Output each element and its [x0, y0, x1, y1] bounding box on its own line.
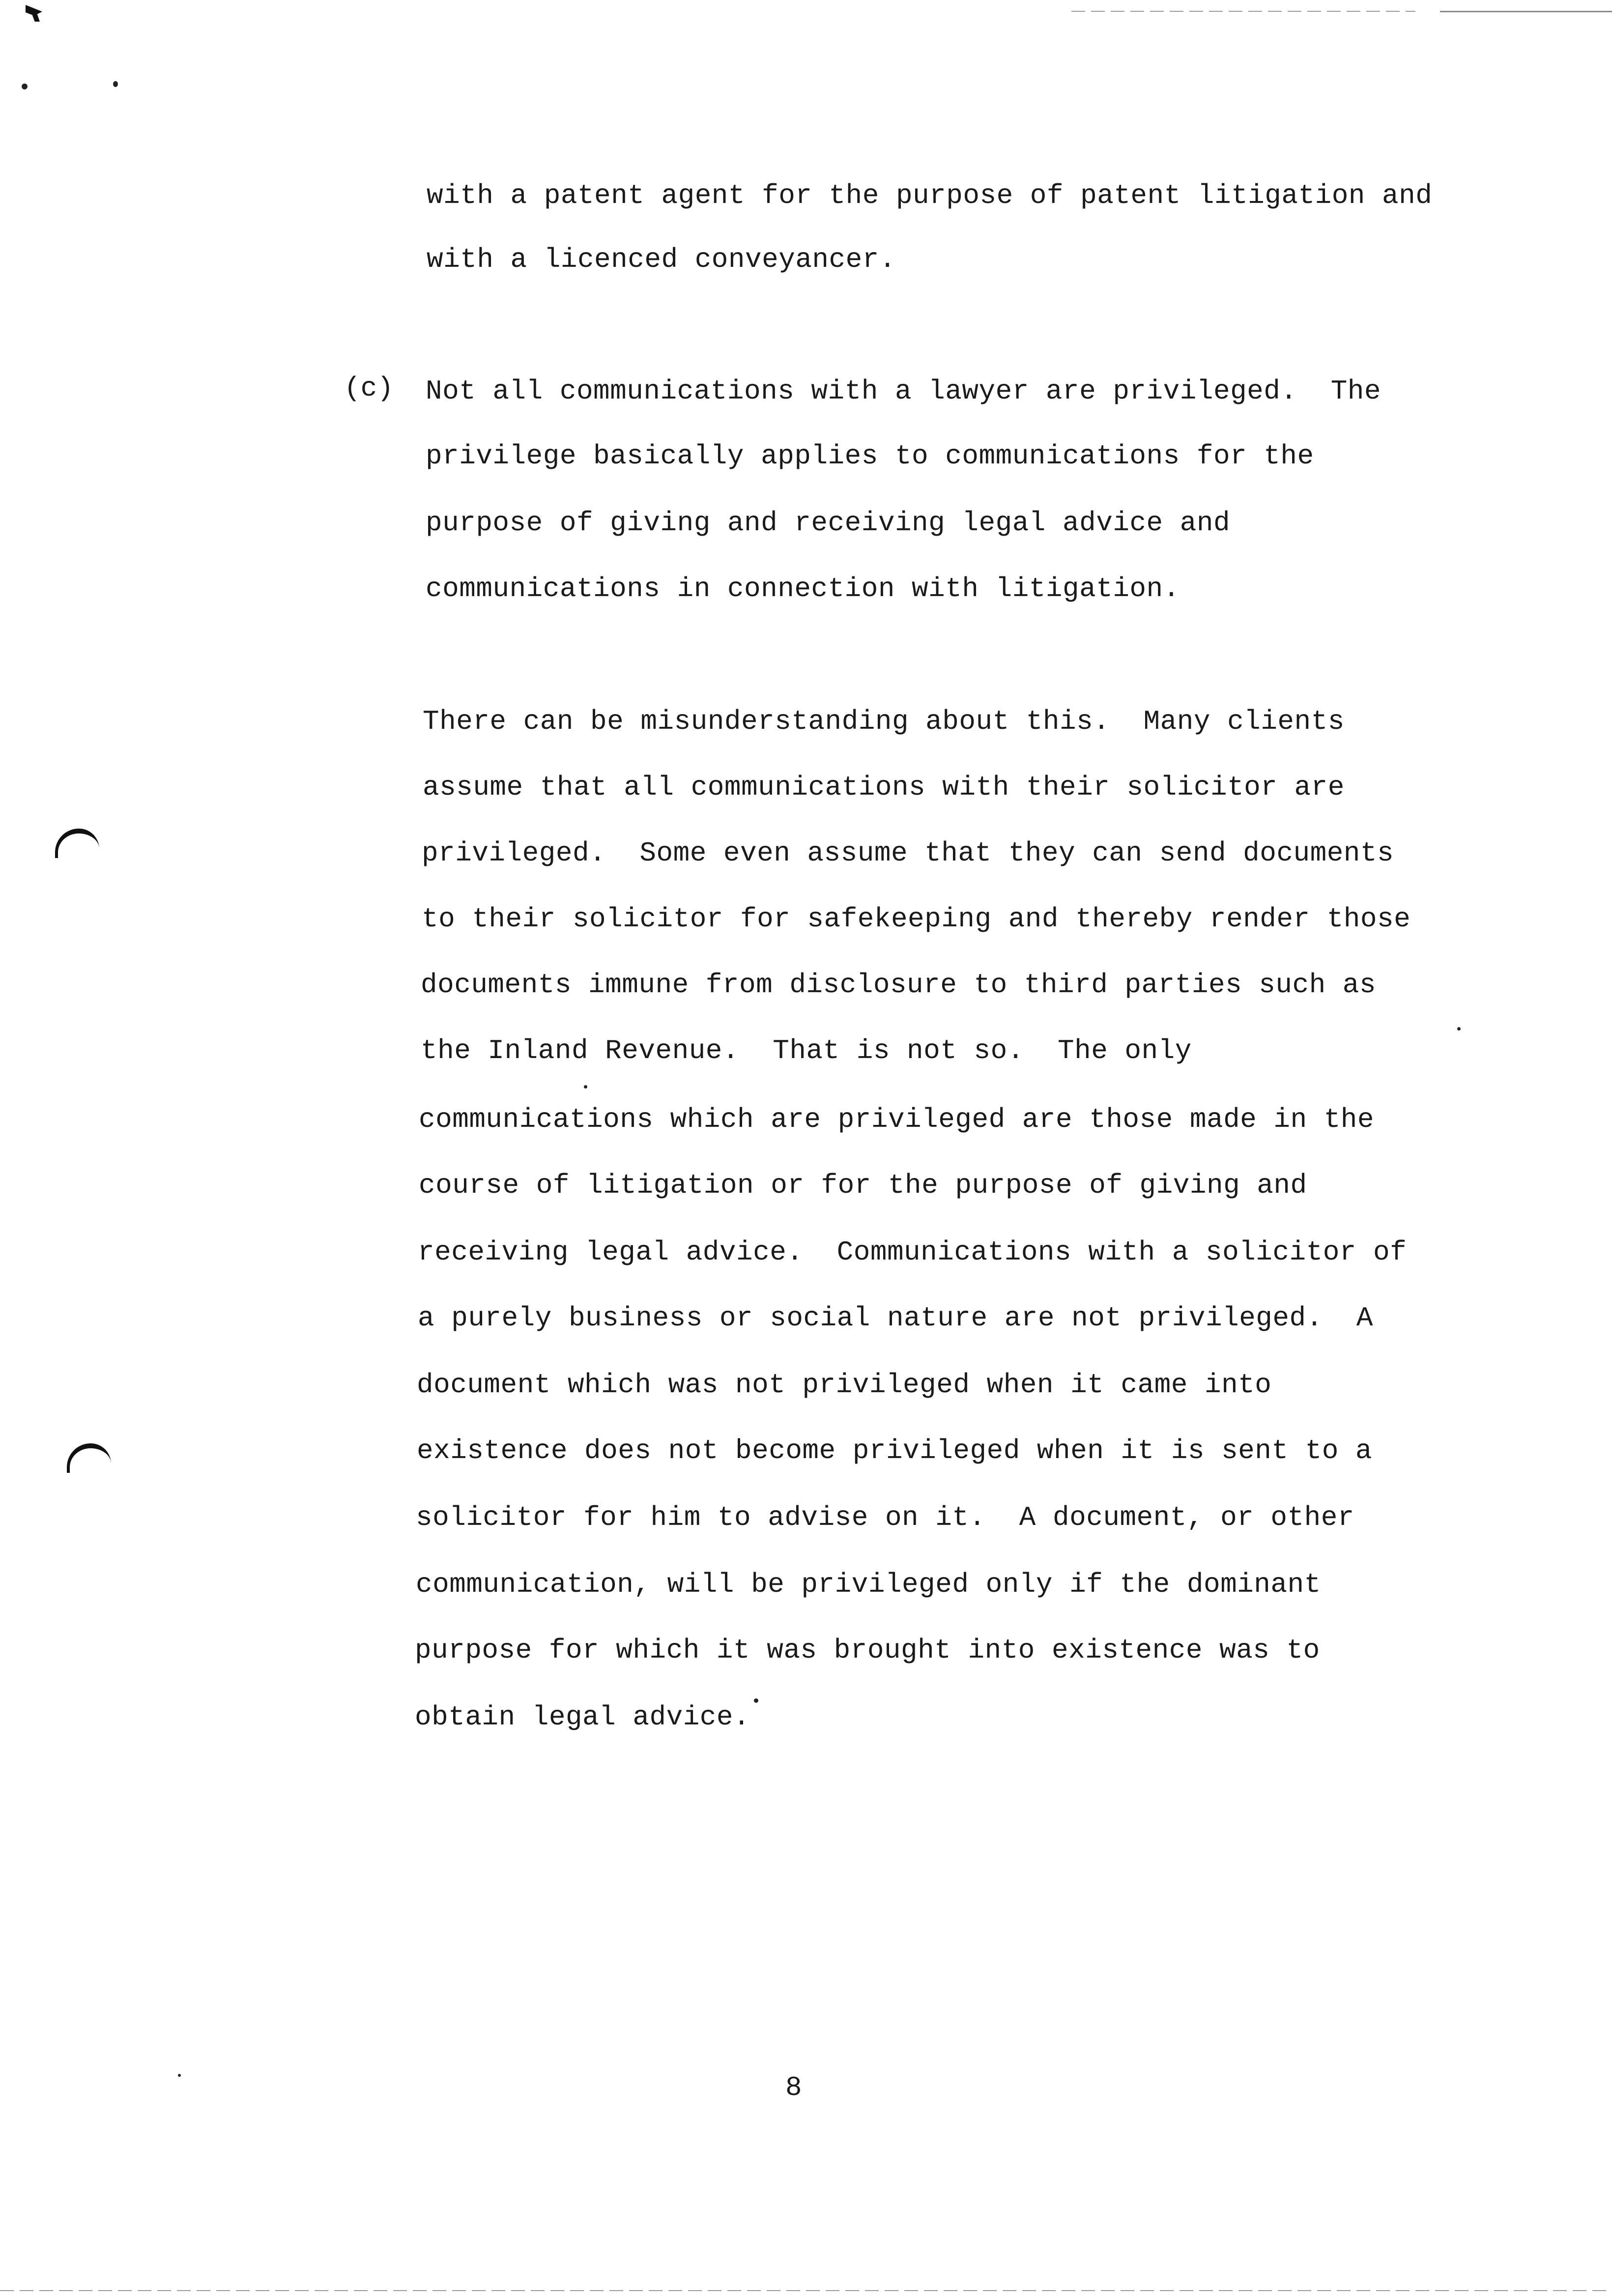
scan-speck	[1457, 1027, 1461, 1031]
text-line: privilege basically applies to communications for the	[426, 440, 1314, 472]
text-line: documents immune from disclosure to third parties such as	[421, 969, 1377, 1001]
text-line: receiving legal advice. Communications with a solicitor of	[418, 1236, 1407, 1268]
text-line: existence does not become privileged when it is sent to a	[417, 1435, 1373, 1466]
text-line: communication, will be privileged only if the dominant	[416, 1569, 1321, 1600]
text-line: communications in connection with litigation.	[426, 573, 1180, 604]
punch-hole-arc	[67, 1443, 111, 1473]
section-label: (c)	[344, 373, 394, 404]
text-line: obtain legal advice.	[415, 1701, 750, 1733]
scan-speck	[584, 1085, 587, 1089]
text-line: purpose of giving and receiving legal advice and	[426, 507, 1231, 539]
scan-bottom-rule	[0, 2290, 1612, 2291]
text-line: course of litigation or for the purpose of giving and	[419, 1170, 1307, 1201]
scan-corner-mark	[26, 5, 42, 22]
scan-speck	[22, 84, 28, 89]
text-line: assume that all communications with their solicitor are	[423, 772, 1345, 803]
punch-hole-arc	[55, 829, 99, 858]
text-line: with a patent agent for the purpose of patent litigation and	[427, 180, 1433, 211]
text-line: There can be misunderstanding about this. Many clients	[423, 706, 1345, 737]
scan-speck	[178, 2074, 181, 2077]
page-number: 8	[785, 2072, 802, 2103]
scan-top-rule	[1071, 11, 1415, 12]
text-line: purpose for which it was brought into existence was to	[415, 1635, 1320, 1666]
text-line: the Inland Revenue. That is not so. The only	[421, 1035, 1192, 1066]
scan-top-rule	[1440, 11, 1612, 12]
text-line: communications which are privileged are those made in the	[419, 1104, 1375, 1135]
text-line: Not all communications with a lawyer are privileged. The	[426, 375, 1382, 407]
text-line: document which was not privileged when it came into	[417, 1369, 1272, 1401]
text-line: with a licenced conveyancer.	[427, 244, 896, 275]
scan-speck	[754, 1698, 758, 1703]
text-line: to their solicitor for safekeeping and thereby render those	[422, 903, 1411, 935]
text-line: a purely business or social nature are not privileged. A	[418, 1302, 1374, 1334]
scan-speck	[113, 81, 118, 87]
text-line: solicitor for him to advise on it. A document, or other	[416, 1502, 1354, 1533]
text-line: privileged. Some even assume that they can send documents	[422, 837, 1394, 869]
